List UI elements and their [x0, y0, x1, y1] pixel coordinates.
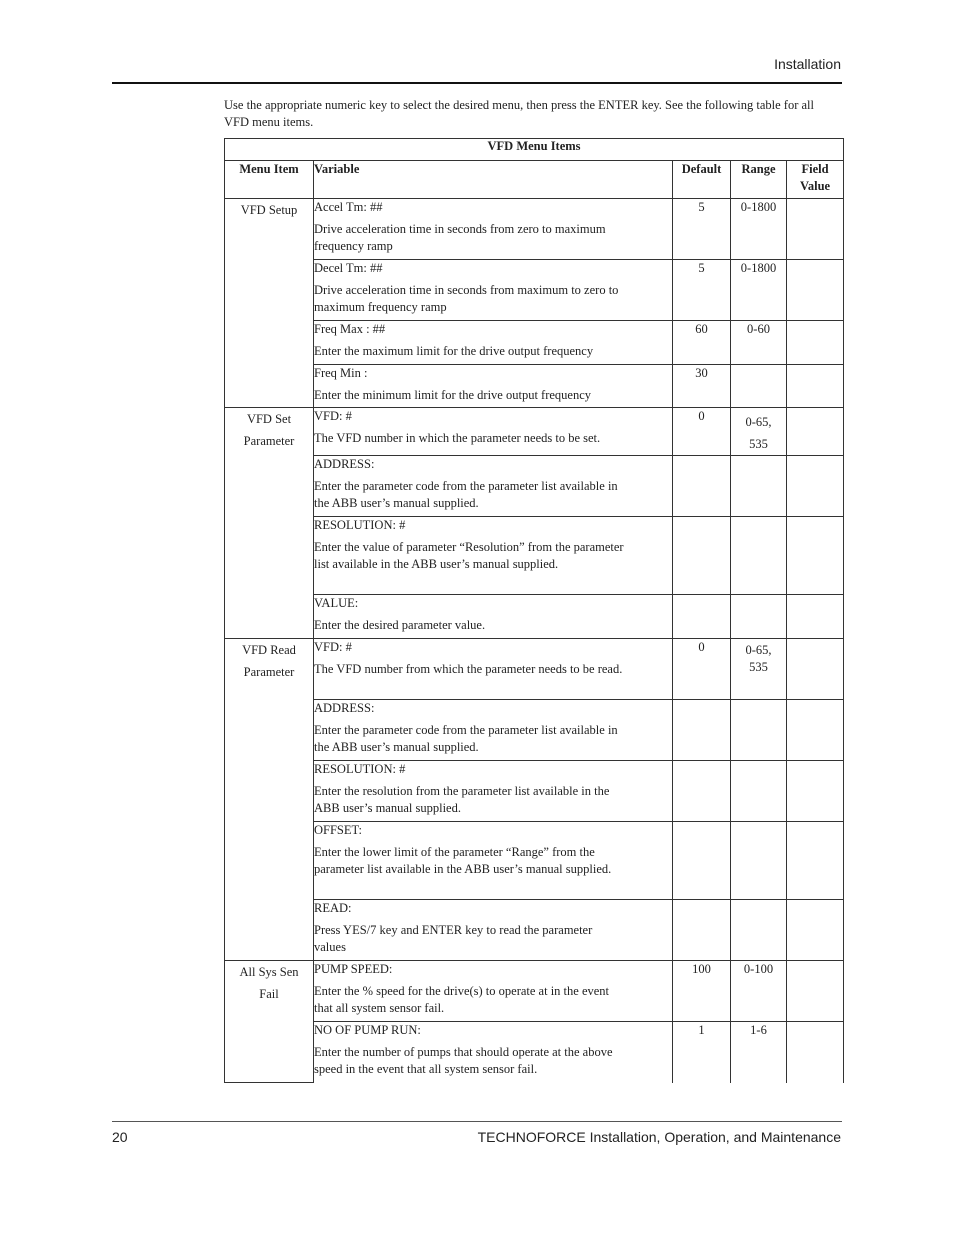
default-value: 0	[698, 409, 705, 423]
range-value-cell	[731, 517, 787, 595]
variable-cell	[314, 321, 673, 365]
field-value-cell	[787, 408, 844, 456]
variable-cell	[314, 822, 673, 900]
vfd-menu-table	[224, 138, 844, 1083]
range-value: 0-65, 535	[745, 415, 772, 451]
variable-description: Enter the lower limit of the parameter “Range” from the parameter list available in the ABB user’s manual supplied.	[314, 845, 612, 876]
variable-cell	[314, 260, 673, 321]
variable-description: Enter the number of pumps that should operate at the above speed in the event that all system sensor fail.	[314, 1045, 613, 1076]
range-value-cell	[731, 595, 787, 639]
variable-description: Enter the minimum limit for the drive output frequency	[314, 388, 592, 402]
table-row	[225, 365, 844, 408]
table-row	[225, 260, 844, 321]
field-value-cell	[787, 822, 844, 900]
field-value-cell	[787, 365, 844, 408]
default-value-cell	[673, 321, 731, 365]
col-header-range: Range	[731, 161, 787, 199]
variable-name: Freq Max : ##	[314, 322, 386, 336]
variable-cell	[314, 199, 673, 260]
variable-name: PUMP SPEED:	[314, 962, 393, 976]
range-value-cell	[731, 822, 787, 900]
variable-cell	[314, 700, 673, 761]
default-value-cell	[673, 456, 731, 517]
default-value: 0	[698, 640, 705, 654]
variable-cell	[314, 595, 673, 639]
variable-description: Drive acceleration time in seconds from maximum to zero to maximum frequency ramp	[314, 283, 619, 314]
variable-name: OFFSET:	[314, 823, 363, 837]
variable-description: Drive acceleration time in seconds from zero to maximum frequency ramp	[314, 222, 606, 253]
col-header-menu-item: Menu Item	[225, 161, 314, 199]
default-value-cell	[673, 517, 731, 595]
table-row	[225, 1022, 844, 1083]
menu-item-cell	[225, 961, 314, 1083]
range-value: 1-6	[750, 1023, 767, 1037]
range-value-cell	[731, 321, 787, 365]
variable-description: Press YES/7 key and ENTER key to read the parameter values	[314, 923, 593, 954]
range-value-cell	[731, 408, 787, 456]
default-value-cell	[673, 900, 731, 961]
table-row	[225, 199, 844, 260]
page-number: 20	[112, 1129, 128, 1145]
running-header: Installation	[774, 56, 841, 72]
field-value-cell	[787, 900, 844, 961]
variable-cell	[314, 761, 673, 822]
variable-name: VFD: #	[314, 409, 352, 423]
variable-cell	[314, 456, 673, 517]
table-title: VFD Menu Items	[225, 139, 844, 161]
variable-name: RESOLUTION: #	[314, 518, 406, 532]
variable-name: ADDRESS:	[314, 701, 375, 715]
footer-title: TECHNOFORCE Installation, Operation, and Maintenance	[477, 1129, 841, 1145]
variable-description: Enter the parameter code from the parameter list available in the ABB user’s manual supplied.	[314, 723, 618, 754]
table-row	[225, 456, 844, 517]
field-value-cell	[787, 260, 844, 321]
range-value-cell	[731, 365, 787, 408]
field-value-cell	[787, 199, 844, 260]
variable-cell	[314, 900, 673, 961]
variable-name: Freq Min :	[314, 366, 368, 380]
variable-cell	[314, 408, 673, 456]
default-value-cell	[673, 639, 731, 700]
variable-name: Decel Tm: ##	[314, 261, 383, 275]
default-value-cell	[673, 199, 731, 260]
range-value-cell	[731, 1022, 787, 1083]
table-row	[225, 517, 844, 595]
variable-name: ADDRESS:	[314, 457, 375, 471]
variable-description: Enter the value of parameter “Resolution” from the parameter list available in the ABB user’s manual supplied.	[314, 540, 624, 571]
default-value-cell	[673, 408, 731, 456]
range-value-cell	[731, 900, 787, 961]
variable-description: Enter the parameter code from the parameter list available in the ABB user’s manual supplied.	[314, 479, 618, 510]
range-value: 0-1800	[740, 200, 777, 214]
table-row	[225, 761, 844, 822]
variable-name: VALUE:	[314, 596, 359, 610]
field-value-cell	[787, 761, 844, 822]
variable-cell	[314, 517, 673, 595]
range-value: 0-65, 535	[745, 643, 772, 674]
range-value-cell	[731, 700, 787, 761]
range-value: 0-60	[747, 322, 770, 336]
default-value-cell	[673, 961, 731, 1022]
field-value-cell	[787, 639, 844, 700]
menu-item-label: VFD Set	[246, 412, 292, 426]
field-value-cell	[787, 321, 844, 365]
variable-description: Enter the resolution from the parameter list available in the ABB user’s manual supplied.	[314, 784, 610, 815]
col-header-field-value: Field Value	[787, 161, 844, 199]
col-header-default: Default	[673, 161, 731, 199]
table-row	[225, 408, 844, 456]
intro-paragraph: Use the appropriate numeric key to select the desired menu, then press the ENTER key. See the following table for all VFD menu items.	[224, 98, 814, 129]
default-value-cell	[673, 700, 731, 761]
field-value-cell	[787, 961, 844, 1022]
default-value: 100	[692, 962, 711, 976]
range-value: 0-1800	[740, 261, 777, 275]
variable-description: Enter the maximum limit for the drive output frequency	[314, 344, 594, 358]
default-value: 60	[695, 322, 708, 336]
menu-item-label-line2: Fail	[259, 987, 279, 1001]
variable-cell	[314, 365, 673, 408]
default-value-cell	[673, 822, 731, 900]
field-value-cell	[787, 517, 844, 595]
variable-description: Enter the desired parameter value.	[314, 618, 486, 632]
table-row	[225, 595, 844, 639]
range-value-cell	[731, 961, 787, 1022]
menu-item-label-line2: Parameter	[243, 665, 295, 679]
default-value-cell	[673, 1022, 731, 1083]
variable-name: NO OF PUMP RUN:	[314, 1023, 421, 1037]
variable-description: Enter the % speed for the drive(s) to operate at in the event that all system sensor fail.	[314, 984, 610, 1015]
table-row	[225, 639, 844, 700]
variable-cell	[314, 1022, 673, 1083]
default-value: 5	[698, 261, 705, 275]
range-value: 0-100	[743, 962, 774, 976]
range-value-cell	[731, 761, 787, 822]
range-value-cell	[731, 456, 787, 517]
variable-name: READ:	[314, 901, 352, 915]
footer-rule	[112, 1121, 842, 1122]
default-value-cell	[673, 761, 731, 822]
menu-item-label-line2: Parameter	[243, 434, 295, 448]
field-value-cell	[787, 1022, 844, 1083]
variable-name: VFD: #	[314, 640, 352, 654]
col-header-variable: Variable	[314, 161, 673, 199]
default-value-cell	[673, 365, 731, 408]
variable-description: The VFD number from which the parameter needs to be read.	[314, 662, 623, 676]
default-value-cell	[673, 595, 731, 639]
default-value: 30	[695, 366, 708, 380]
range-value-cell	[731, 639, 787, 700]
menu-item-label: All Sys Sen	[239, 965, 299, 979]
field-value-cell	[787, 595, 844, 639]
menu-item-label: VFD Setup	[240, 203, 298, 217]
table-row	[225, 321, 844, 365]
variable-description: The VFD number in which the parameter needs to be set.	[314, 431, 601, 445]
menu-item-cell	[225, 408, 314, 639]
range-value-cell	[731, 199, 787, 260]
table-row	[225, 822, 844, 900]
table-row	[225, 900, 844, 961]
table-body	[225, 199, 844, 1083]
variable-name: RESOLUTION: #	[314, 762, 406, 776]
default-value: 1	[698, 1023, 705, 1037]
field-value-cell	[787, 700, 844, 761]
menu-item-label: VFD Read	[242, 643, 296, 657]
range-value-cell	[731, 260, 787, 321]
menu-item-cell	[225, 639, 314, 961]
header-rule	[112, 82, 842, 84]
default-value: 5	[698, 200, 705, 214]
default-value-cell	[673, 260, 731, 321]
variable-cell	[314, 961, 673, 1022]
field-value-cell	[787, 456, 844, 517]
table-row	[225, 961, 844, 1022]
menu-item-cell	[225, 199, 314, 408]
table-row	[225, 700, 844, 761]
variable-cell	[314, 639, 673, 700]
variable-name: Accel Tm: ##	[314, 200, 383, 214]
